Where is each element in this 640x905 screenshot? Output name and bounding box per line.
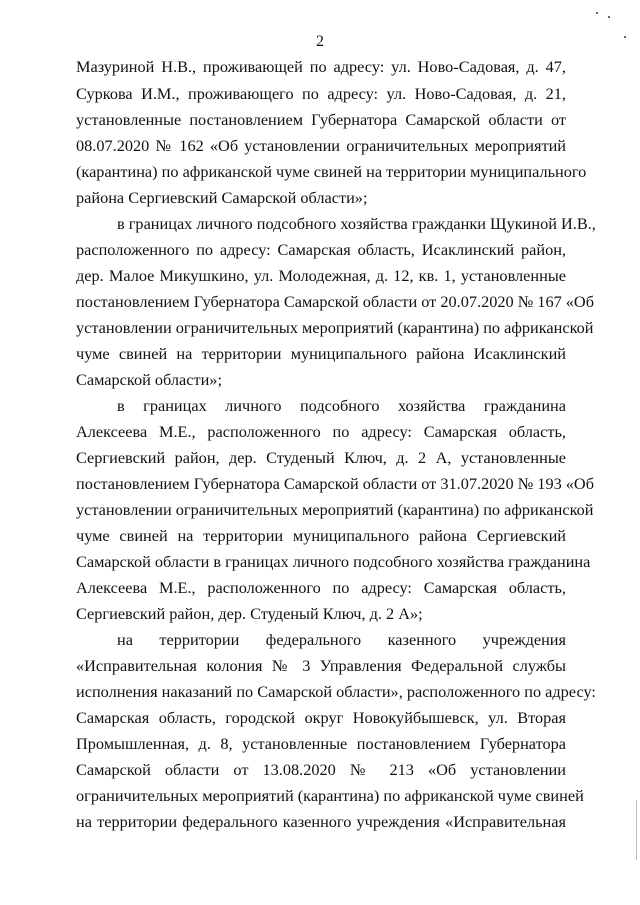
- text-line: постановлением Губернатора Самарской области от 31.07.2020 № 193 «Об: [76, 474, 594, 493]
- text-line: на территории федерального казенного учреждения «Исправительная: [76, 812, 566, 831]
- scan-speck: [608, 16, 610, 18]
- text-line: Самарской области от 13.08.2020 № 213 «Об установлении: [76, 760, 566, 779]
- text-line: установлении ограничительных мероприятий (карантина) по африканской: [76, 500, 594, 519]
- text-line: Самарской области»;: [76, 370, 222, 389]
- text-line: 08.07.2020 № 162 «Об установлении ограничительных мероприятий: [76, 136, 566, 155]
- text-line: расположенного по адресу: Самарская область, Исаклинский район,: [76, 240, 566, 259]
- text-line: исполнения наказаний по Самарской области», расположенного по адресу:: [76, 682, 596, 701]
- text-line: чуме свиней на территории муниципального района Исаклинский: [76, 344, 566, 363]
- text-line: Алексеева М.Е., расположенного по адресу: Самарская область,: [76, 578, 566, 597]
- text-line: установлении ограничительных мероприятий (карантина) по африканской: [76, 318, 594, 337]
- text-line: (карантина) по африканской чуме свиней на территории муниципального: [76, 162, 587, 181]
- text-line: ограничительных мероприятий (карантина) по африканской чуме свиней: [76, 786, 584, 805]
- text-line: дер. Малое Микушкино, ул. Молодежная, д. 12, кв. 1, установленные: [76, 266, 566, 285]
- page-number: 2: [316, 33, 324, 50]
- text-line: на территории федерального казенного учреждения: [117, 630, 566, 649]
- text-line: Самарская область, городской округ Новокуйбышевск, ул. Вторая: [76, 708, 566, 727]
- text-line: постановлением Губернатора Самарской области от 20.07.2020 № 167 «Об: [76, 292, 594, 311]
- text-line: чуме свиней на территории муниципального района Сергиевский: [76, 526, 566, 545]
- scan-speck: [596, 12, 598, 14]
- text-line: Сергиевский район, дер. Студеный Ключ, д. 2 А»;: [76, 604, 423, 623]
- text-line: Самарской области в границах личного подсобного хозяйства гражданина: [76, 552, 591, 571]
- text-line: Суркова И.М., проживающего по адресу: ул. Ново-Садовая, д. 21,: [76, 84, 566, 103]
- text-line: в границах личного подсобного хозяйства гражданки Щукиной И.В.,: [117, 214, 596, 233]
- text-line: установленные постановлением Губернатора Самарской области от: [76, 110, 566, 129]
- text-line: Мазуриной Н.В., проживающей по адресу: ул. Ново-Садовая, д. 47,: [76, 57, 566, 76]
- scan-edge-line: [636, 800, 637, 860]
- text-line: «Исправительная колония № 3 Управления Федеральной службы: [76, 656, 566, 675]
- text-line: Промышленная, д. 8, установленные постановлением Губернатора: [76, 734, 566, 753]
- text-line: Сергиевский район, дер. Студеный Ключ, д. 2 А, установленные: [76, 448, 566, 467]
- text-line: района Сергиевский Самарской области»;: [76, 188, 368, 207]
- scan-speck: [624, 36, 626, 38]
- text-line: в границах личного подсобного хозяйства гражданина: [117, 396, 566, 415]
- text-line: Алексеева М.Е., расположенного по адресу: Самарская область,: [76, 422, 566, 441]
